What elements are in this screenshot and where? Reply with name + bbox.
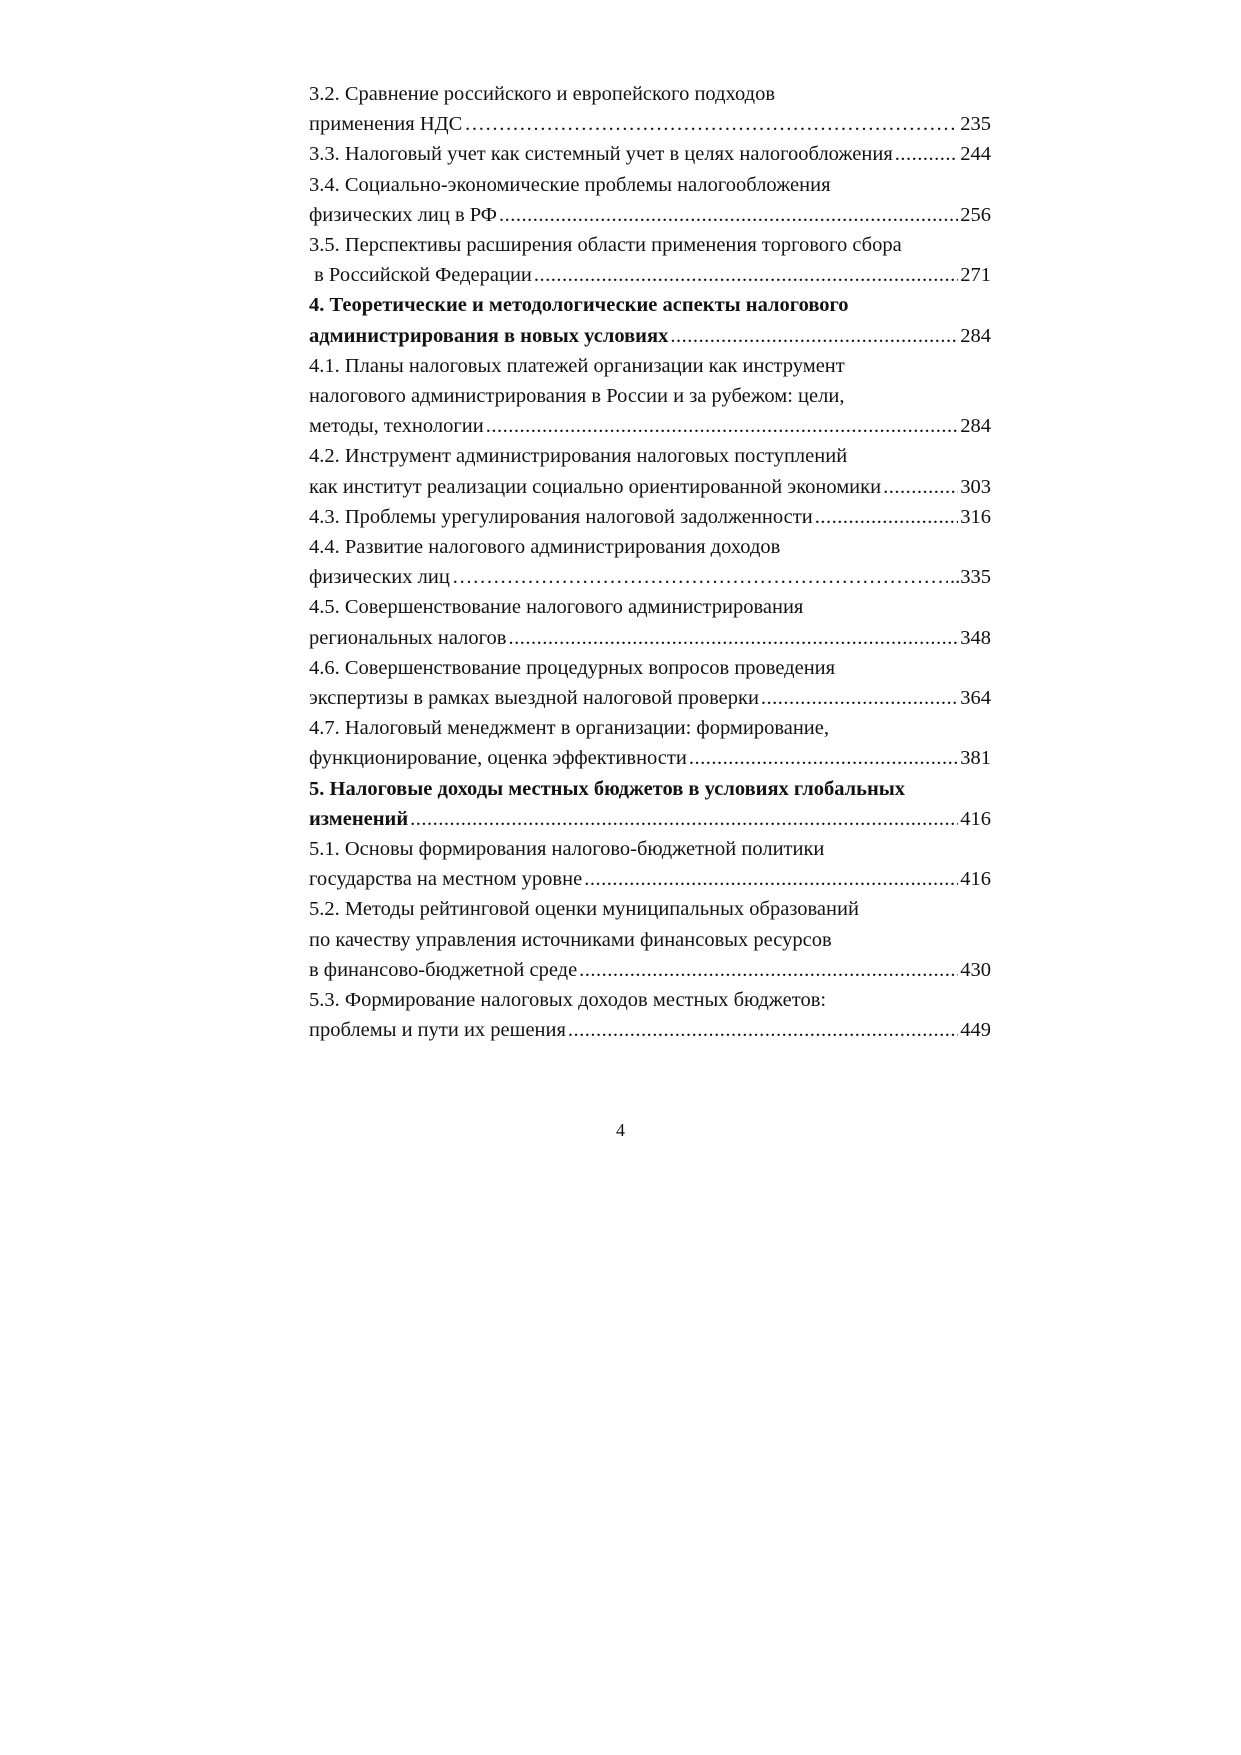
toc-entry-title-line: 5.3. Формирование налоговых доходов местных бюджетов: <box>309 989 827 1012</box>
toc-page-number: ..335 <box>950 566 991 589</box>
dot-leader <box>584 864 958 894</box>
toc-entry-title-end: физических лиц в РФ <box>309 203 497 226</box>
toc-entry-title-end: в Российской Федерации <box>309 264 532 287</box>
toc-entry <box>309 441 991 501</box>
toc-entry-title-end: региональных налогов <box>309 626 507 649</box>
toc-entry-title-end: в финансово-бюджетной среде <box>309 958 578 981</box>
toc-page-number: 256 <box>960 203 991 226</box>
toc-entry-title-end: экспертизы в рамках выездной налоговой проверки <box>309 687 759 710</box>
toc-entry-last-line <box>309 623 991 653</box>
toc-entry <box>309 532 991 592</box>
dot-leader <box>579 955 958 985</box>
dot-leader <box>883 472 958 502</box>
toc-entry-last-line <box>309 955 991 985</box>
toc-entry <box>309 351 991 442</box>
toc-entry <box>309 230 991 290</box>
toc-entry-title-line: 4.4. Развитие налогового администрирования доходов <box>309 536 781 559</box>
page-number: 4 <box>616 1120 625 1140</box>
toc-entry <box>309 79 991 139</box>
toc-entry-title-line: 3.2. Сравнение российского и европейского подходов <box>309 83 776 105</box>
toc-entry-last-line <box>309 139 991 169</box>
toc-entry <box>309 170 991 230</box>
toc-entry <box>309 653 991 713</box>
toc-entry-title-line: 4.1. Планы налоговых платежей организации как инструмент <box>309 354 845 377</box>
toc-entry-title-line: 3.4. Социально-экономические проблемы налогообложения <box>309 173 831 196</box>
toc-entry-title-line: 4.5. Совершенствование налогового администрирования <box>309 596 804 619</box>
toc-entry-title-line: 5.2. Методы рейтинговой оценки муниципальных образований <box>309 898 859 921</box>
toc-page-number: 235 <box>960 113 991 136</box>
dot-leader <box>499 200 958 230</box>
toc-entry-title-end: применения НДС <box>309 113 463 136</box>
toc-entry-title-end: физических лиц <box>309 566 450 589</box>
toc-page-number: 416 <box>960 807 991 830</box>
table-of-contents <box>309 79 991 1046</box>
toc-entry-last-line <box>309 200 991 230</box>
toc-entry-title-end: методы, технологии <box>309 415 484 438</box>
toc-entry-last-line <box>309 804 991 834</box>
dot-leader <box>670 321 958 351</box>
toc-entry <box>309 894 991 985</box>
toc-page-number: 348 <box>960 626 991 649</box>
toc-entry-title-end: как институт реализации социально ориентированной экономики <box>309 475 882 498</box>
toc-entry-last-line <box>309 562 991 592</box>
toc-entry-title-end: функционирование, оценка эффективности <box>309 747 687 770</box>
toc-entry-last-line <box>309 683 991 713</box>
toc-entry-title-end: администрирования в новых условиях <box>309 324 669 347</box>
dot-leader <box>410 804 958 834</box>
toc-entry <box>309 834 991 894</box>
toc-entry-last-line <box>309 743 991 773</box>
toc-entry-title-line: 5. Налоговые доходы местных бюджетов в условиях глобальных <box>309 777 906 800</box>
toc-entry <box>309 985 991 1045</box>
toc-entry-title-end: государства на местном уровне <box>309 868 583 891</box>
toc-entry-title-end: изменений <box>309 807 409 830</box>
toc-entry-last-line <box>309 321 991 351</box>
toc-page-number: 364 <box>960 687 991 710</box>
toc-entry-last-line <box>309 109 991 139</box>
toc-entry-last-line <box>309 472 991 502</box>
toc-page-number: 303 <box>960 475 991 498</box>
toc-entry-title-end: 4.3. Проблемы урегулирования налоговой задолженности <box>309 505 813 528</box>
dot-leader <box>568 1015 958 1045</box>
toc-page-number: 416 <box>960 868 991 891</box>
toc-entry-last-line <box>309 411 991 441</box>
toc-entry-title-line: 4.2. Инструмент администрирования налоговых поступлений <box>309 445 848 468</box>
toc-entry-title-line: по качеству управления источниками финансовых ресурсов <box>309 928 832 951</box>
toc-page-number: 284 <box>960 415 991 438</box>
dot-leader <box>815 502 959 532</box>
toc-page-number: 271 <box>960 264 991 287</box>
toc-entry-title-end: 3.3. Налоговый учет как системный учет в целях налогообложения <box>309 143 893 166</box>
toc-entry-title-line: 4.6. Совершенствование процедурных вопросов проведения <box>309 656 836 679</box>
dot-leader <box>534 260 958 290</box>
toc-entry-last-line <box>309 864 991 894</box>
toc-entry <box>309 290 991 350</box>
toc-entry-title-line: 5.1. Основы формирования налогово-бюджетной политики <box>309 838 825 861</box>
toc-entry-title-line: 3.5. Перспективы расширения области применения торгового сбора <box>309 234 902 257</box>
toc-entry-title-line: 4. Теоретические и методологические аспекты налогового <box>309 294 849 317</box>
toc-page-number: 449 <box>960 1019 991 1042</box>
toc-page-number: 430 <box>960 958 991 981</box>
toc-page-number: 381 <box>960 747 991 770</box>
toc-entry <box>309 774 991 834</box>
toc-entry-title-line: 4.7. Налоговый менеджмент в организации: формирование, <box>309 717 829 740</box>
dot-leader <box>895 139 958 169</box>
toc-entry-last-line <box>309 502 991 532</box>
toc-entry-last-line <box>309 1015 991 1045</box>
toc-entry-title-end: проблемы и пути их решения <box>309 1019 566 1042</box>
toc-entry <box>309 592 991 652</box>
toc-page-number: 244 <box>960 143 991 166</box>
toc-entry-last-line <box>309 260 991 290</box>
dot-leader <box>508 623 958 653</box>
dot-leader <box>464 109 958 139</box>
dot-leader <box>452 562 948 592</box>
dot-leader <box>486 411 959 441</box>
dot-leader <box>761 683 958 713</box>
toc-entry <box>309 502 991 532</box>
toc-page-number: 284 <box>960 324 991 347</box>
toc-entry <box>309 713 991 773</box>
toc-entry-title-line: налогового администрирования в России и за рубежом: цели, <box>309 385 845 408</box>
toc-entry <box>309 139 991 169</box>
toc-page-number: 316 <box>960 505 991 528</box>
dot-leader <box>689 743 958 773</box>
